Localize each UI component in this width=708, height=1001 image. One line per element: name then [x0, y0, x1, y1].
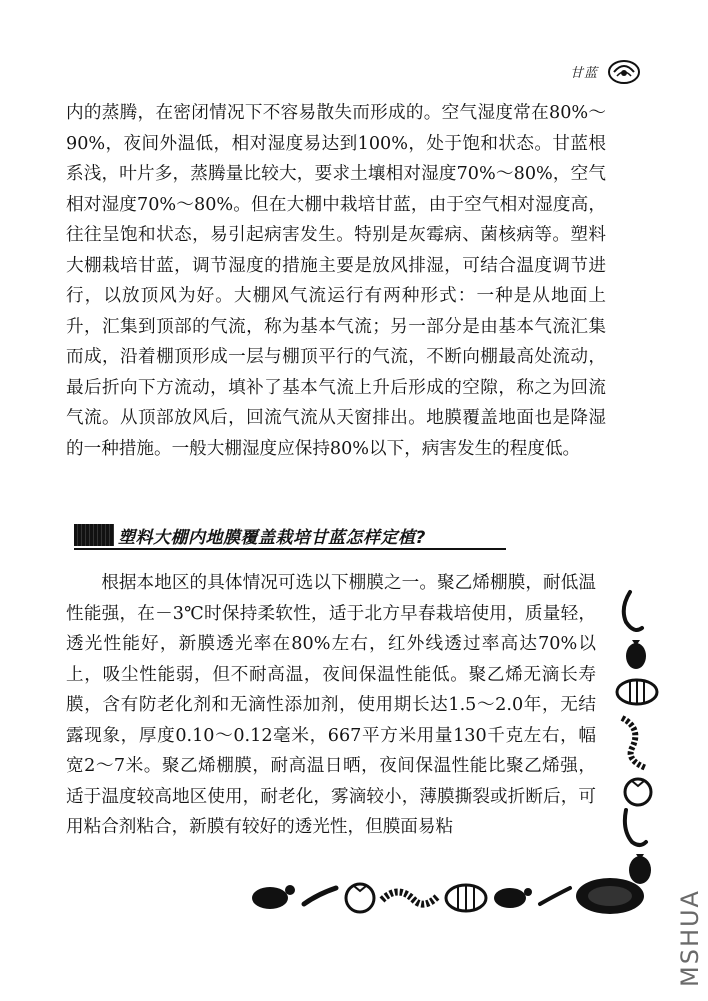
cucumber-icon — [624, 592, 642, 630]
bitter-melon-icon — [382, 892, 438, 904]
bitter-melon-icon — [622, 718, 646, 768]
eggplant-icon — [494, 888, 532, 908]
cucumber-icon — [540, 888, 570, 904]
body-paragraph: 内的蒸腾，在密闭情况下不容易散失而形成的。空气湿度常在80%～90%，夜间外温低，相对湿度易达到100%，处于饱和状态。甘蓝根系浅，叶片多，蒸腾量比较大，要求土壤相对湿度70%～80%，空气相对湿度70%～80%。但在大棚中栽培甘蓝，由于空气相对湿度高，往往呈饱和状态，易引起病害发生。特别是灰霉病、菌核病等。塑料大棚栽培甘蓝，调节湿度的措施主要是放风排湿，可结合温度调节进行，以放顶风为好。大棚风气流运行有两种形式：一种是从地面上升，汇集到顶部的气流，称为基本气流；另一部分是由基本气流汇集而成，沿着棚顶形成一层与棚顶平行的气流，不断向棚最高处流动，最后折向下方流动，填补了基本气流上升后形成的空隙，称之为回流气流。从顶部放风后，回流气流从天窗排出。地膜覆盖地面也是降湿的一种措施。一般大棚湿度应保持80%以下，病害发生的程度低。 — [66, 103, 606, 459]
section-heading — [74, 522, 506, 550]
cucumber-icon — [625, 810, 646, 845]
header-label: 甘蓝 — [569, 65, 598, 81]
pumpkin-icon — [617, 680, 657, 704]
pumpkin-icon — [446, 885, 486, 911]
cabbage-icon — [576, 878, 644, 914]
eggplant-icon — [252, 885, 295, 909]
vegetable-decoration-column — [612, 588, 662, 888]
body-paragraph: 根据本地区的具体情况可选以下棚膜之一。聚乙烯棚膜，耐低温性能强，在－3℃时保持柔软性，适于北方早春栽培使用，质量轻，透光性能好，新膜透光率在80%左右，红外线透过率高达70%以上，吸尘性能弱，但不耐高温，夜间保温性能低。聚乙烯无滴长寿膜，含有防老化剂和无滴性添加剂，使用期长达1.5～2.0年，无结露现象，厚度0.10～0.12毫米，667平方米用量130千克左右，幅宽2～7米。聚乙烯棚膜，耐高温日晒，夜间保温性能比聚乙烯强，适于温度较高地区使用，耐老化，雾滴较小，薄膜撕裂或折断后，可用粘合剂粘合，新膜有较好的透光性，但膜面易粘 — [66, 573, 596, 837]
vegetable-decoration-band — [248, 870, 648, 920]
watermark: MSHUA — [676, 889, 704, 987]
tomato-icon — [625, 779, 651, 805]
eggplant-icon — [626, 640, 646, 669]
cucumber-icon — [304, 888, 336, 904]
tomato-icon — [346, 884, 374, 912]
cabbage-icon — [606, 56, 642, 86]
section-heading-text: 塑料大棚内地膜覆盖栽培甘蓝怎样定植? — [118, 527, 426, 548]
heading-marker — [74, 524, 114, 546]
running-header — [570, 56, 642, 86]
